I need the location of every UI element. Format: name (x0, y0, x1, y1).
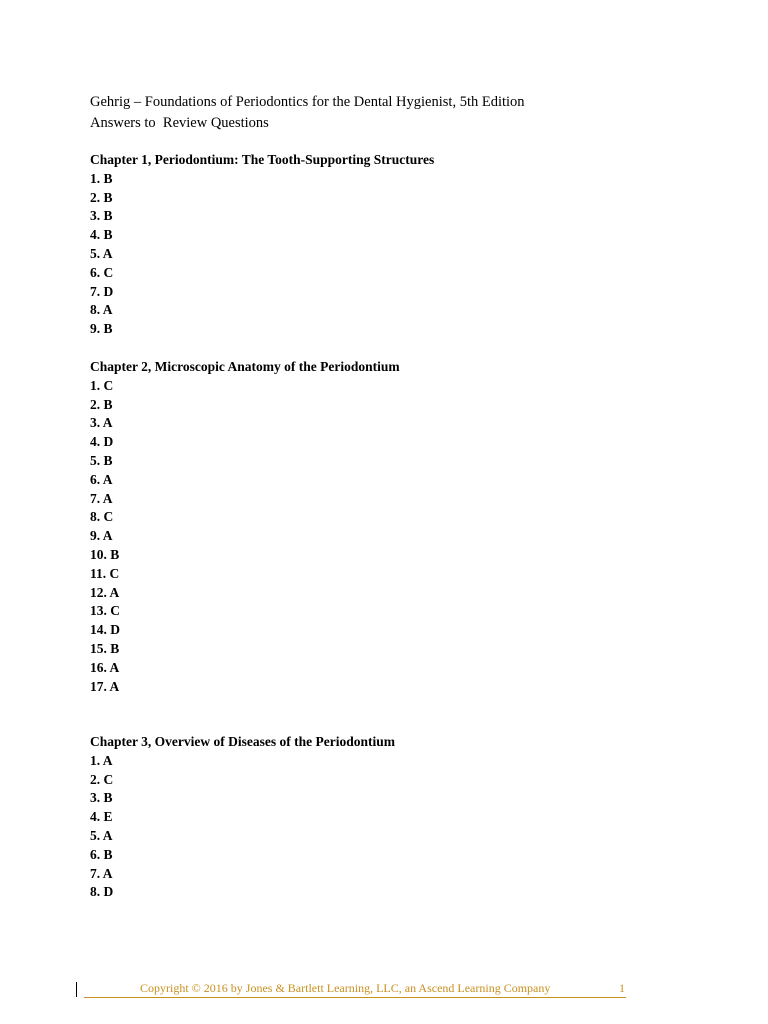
text-cursor-bar (76, 982, 77, 997)
page-number: 1 (619, 981, 625, 995)
chapter-3-section (90, 733, 395, 902)
answer-item: 4. E (90, 809, 113, 825)
answer-item: 12. A (90, 584, 120, 600)
answer-item: 1. C (90, 377, 114, 393)
answer-item: 6. B (90, 846, 113, 862)
answer-item: 4. B (90, 227, 113, 243)
document-subtitle: Answers to Review Questions (90, 115, 269, 131)
answer-item: 15. B (90, 640, 120, 656)
document-header (90, 92, 525, 134)
answer-item: 6. C (90, 264, 114, 280)
answer-item: 10. B (90, 546, 120, 562)
answer-item: 17. A (90, 678, 120, 694)
answer-item: 3. B (90, 208, 113, 224)
answer-item: 4. D (90, 434, 114, 450)
answer-item: 8. D (90, 884, 114, 900)
answer-item: 3. A (90, 415, 113, 431)
answer-item: 11. C (90, 565, 120, 581)
answer-item: 2. B (90, 189, 113, 205)
answer-item: 16. A (90, 659, 120, 675)
chapter-2-section (90, 358, 400, 696)
chapter-3-title: Chapter 3, Overview of Diseases of the Periodontium (90, 734, 395, 749)
footer-copyright: Copyright © 2016 by Jones & Bartlett Learning, LLC, an Ascend Learning Company (140, 981, 551, 995)
answer-item: 5. A (90, 245, 113, 261)
document-title: Gehrig – Foundations of Periodontics for the Dental Hygienist, 5th Edition (90, 94, 525, 110)
answer-item: 5. B (90, 452, 113, 468)
chapter-1-title: Chapter 1, Periodontium: The Tooth-Supporting Structures (90, 152, 435, 167)
answer-item: 1. B (90, 170, 113, 186)
page-footer (76, 980, 636, 998)
answer-item: 7. A (90, 490, 113, 506)
answer-item: 9. B (90, 321, 113, 337)
answer-item: 8. C (90, 509, 114, 525)
answer-item: 6. A (90, 471, 113, 487)
answer-item: 8. A (90, 302, 113, 318)
answer-item: 9. A (90, 528, 113, 544)
answer-item: 2. C (90, 771, 114, 787)
chapter-2-title: Chapter 2, Microscopic Anatomy of the Periodontium (90, 359, 400, 374)
answer-item: 2. B (90, 396, 113, 412)
answer-item: 14. D (90, 622, 120, 638)
answer-item: 3. B (90, 790, 113, 806)
chapter-1-section (90, 151, 434, 339)
answer-item: 7. A (90, 865, 113, 881)
answer-item: 13. C (90, 603, 120, 619)
answer-item: 5. A (90, 827, 113, 843)
answer-item: 7. D (90, 283, 114, 299)
answer-item: 1. A (90, 752, 113, 768)
